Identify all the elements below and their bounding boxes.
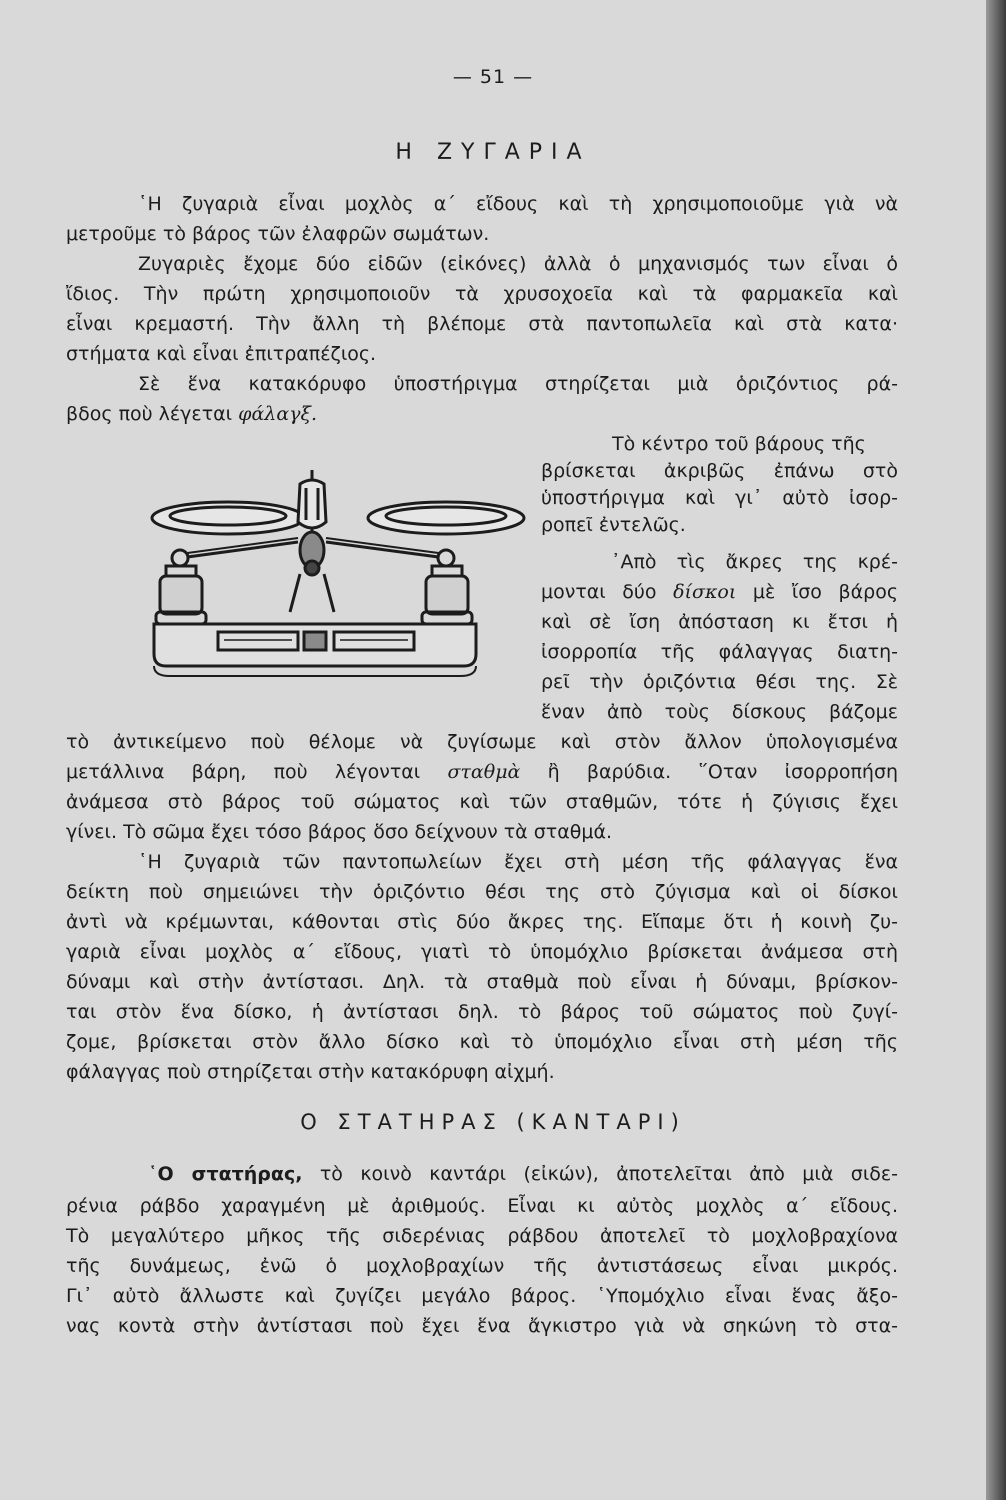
text-line: ἕναν ἀπὸ τοὺς δίσκους βάζομε <box>541 701 898 723</box>
text-line: ῾Η ζυγαριὰ τῶν παντοπωλείων ἔχει στὴ μέση τῆς φάλαγγας ἕνα <box>138 851 898 873</box>
text-span: μετάλλινα βάρη, ποὺ λέγονται <box>66 761 421 783</box>
text-line: ζομε, βρίσκεται στὸν ἄλλο δίσκο καὶ τὸ ὑπομόχλιο εἶναι στὴ μέση τῆς <box>66 1031 898 1053</box>
text-line: μετροῦμε τὸ βάρος τῶν ἐλαφρῶν σωμάτων. <box>66 223 490 245</box>
term-statiras: ῾Ο στατήρας, <box>148 1163 303 1185</box>
text-line: νας κοντὰ στὴν ἀντίστασι ποὺ ἔχει ἕνα ἄγκιστρο γιὰ νὰ σηκώνη τὸ στα- <box>66 1315 898 1337</box>
text-line: Ζυγαριὲς ἔχομε δύο εἰδῶν (εἰκόνες) ἀλλὰ ὁ μηχανισμός των εἶναι ὁ <box>138 253 898 275</box>
text-line: ρένια ράβδο χαραγμένη μὲ ἀριθμούς. Εἶναι κι αὐτὸς μοχλὸς α΄ εἴδους. <box>66 1195 898 1217</box>
text-line: ἀνάμεσα στὸ βάρος τοῦ σώματος καὶ τῶν σταθμῶν, τότε ἡ ζύγισις ἔχει <box>66 791 898 813</box>
text-line: γαριὰ εἶναι μοχλὸς α΄ εἴδους, γιατὶ τὸ ὑπομόχλιο βρίσκεται ἀνάμεσα στὴ <box>66 941 898 963</box>
page-edge-shadow <box>986 0 1006 1500</box>
text-line: ὑποστήριγμα καὶ γι᾽ αὐτὸ ἰσορ- <box>541 487 898 509</box>
text-line: τῆς δυνάμεως, ἐνῶ ὁ μοχλοβραχίων τῆς ἀντιστάσεως εἶναι μικρός. <box>66 1255 898 1277</box>
text-line: ῾Η ζυγαριὰ εἶναι μοχλὸς α΄ εἴδους καὶ τὴ χρησιμοποιοῦμε γιὰ νὰ <box>138 193 898 215</box>
text-line: ἰσορροπία τῆς φάλαγγας διατη- <box>541 641 898 663</box>
balance-scale-illustration <box>140 462 540 694</box>
text-span: μονται δύο <box>541 581 657 603</box>
text-span: μὲ ἴσο βάρος <box>752 581 898 603</box>
text-span: τὸ κοινὸ καντάρι (εἰκών), ἀποτελεῖται ἀπὸ μιὰ σιδε- <box>319 1163 898 1185</box>
text-line <box>66 402 317 426</box>
text-line: εἶναι κρεμαστή. Τὴν ἄλλη τὴ βλέπομε στὰ παντοπωλεῖα καὶ στὰ κατα· <box>66 313 898 335</box>
text-line: ροπεῖ ἐντελῶς. <box>541 514 686 536</box>
text-line: Τὸ μεγαλύτερο μῆκος τῆς σιδερένιας ράβδου ἀποτελεῖ τὸ μοχλοβραχίονα <box>66 1225 898 1247</box>
text-line: ρεῖ τὴν ὁριζόντια θέσι της. Σὲ <box>541 671 898 693</box>
term-diskoi: δίσκοι <box>673 581 737 603</box>
text-line: Τὸ κέντρο τοῦ βάρους τῆς <box>612 433 866 455</box>
section-title-zygaria: Η ΖΥΓΑΡΙΑ <box>395 140 591 165</box>
text-line: δείκτη ποὺ σημειώνει τὴν ὁριζόντιο θέσι της στὸ ζύγισμα καὶ οἱ δίσκοι <box>66 881 898 903</box>
text-line: ᾽Απὸ τὶς ἄκρες της κρέ- <box>611 551 898 573</box>
text-line: Γι᾽ αὐτὸ ἄλλωστε καὶ ζυγίζει μεγάλο βάρος. ῾Υπομόχλιο εἶναι ἕνας ἄξο- <box>66 1285 898 1307</box>
text-line: ἀντὶ νὰ κρέμωνται, κάθονται στὶς δύο ἄκρες της. Εἴπαμε ὅτι ἡ κοινὴ ζυ- <box>66 911 898 933</box>
text-line: γίνει. Τὸ σῶμα ἔχει τόσο βάρος ὅσο δείχνουν τὰ σταθμά. <box>66 821 613 843</box>
text-line <box>66 760 898 784</box>
text-span: βδος ποὺ λέγεται <box>66 403 233 425</box>
text-line: Σὲ ἕνα κατακόρυφο ὑποστήριγμα στηρίζεται μιὰ ὁριζόντιος ρά- <box>138 373 898 395</box>
text-line: ἴδιος. Τὴν πρώτη χρησιμοποιοῦν τὰ χρυσοχοεῖα καὶ τὰ φαρμακεῖα καὶ <box>66 283 898 305</box>
term-phalanx: φάλαγξ. <box>238 403 318 425</box>
page-number: — 51 — <box>452 66 534 88</box>
text-line <box>148 1162 898 1186</box>
text-span: ἢ βαρύδια. ῞Οταν ἰσορροπήση <box>547 761 899 783</box>
text-line: βρίσκεται ἀκριβῶς ἐπάνω στὸ <box>541 460 898 482</box>
text-line: ται στὸν ἕνα δίσκο, ἡ ἀντίστασι δηλ. τὸ βάρος τοῦ σώματος ποὺ ζυγί- <box>66 1001 898 1023</box>
text-line: καὶ σὲ ἴση ἀπόσταση κι ἔτσι ἡ <box>541 611 898 633</box>
section-title-statiras: Ο ΣΤΑΤΗΡΑΣ (ΚΑΝΤΑΡΙ) <box>300 1110 686 1134</box>
text-line <box>541 580 898 604</box>
term-stathma: σταθμὰ <box>447 761 521 783</box>
text-line: στήματα καὶ εἶναι ἐπιτραπέζιος. <box>66 343 377 365</box>
text-line: τὸ ἀντικείμενο ποὺ θέλομε νὰ ζυγίσωμε καὶ στὸν ἄλλον ὑπολογισμένα <box>66 731 898 753</box>
text-line: δύναμι καὶ στὴν ἀντίστασι. Δηλ. τὰ σταθμὰ ποὺ εἶναι ἡ δύναμι, βρίσκον- <box>66 971 898 993</box>
text-line: φάλαγγας ποὺ στηρίζεται στὴν κατακόρυφη αἰχμή. <box>66 1061 555 1083</box>
